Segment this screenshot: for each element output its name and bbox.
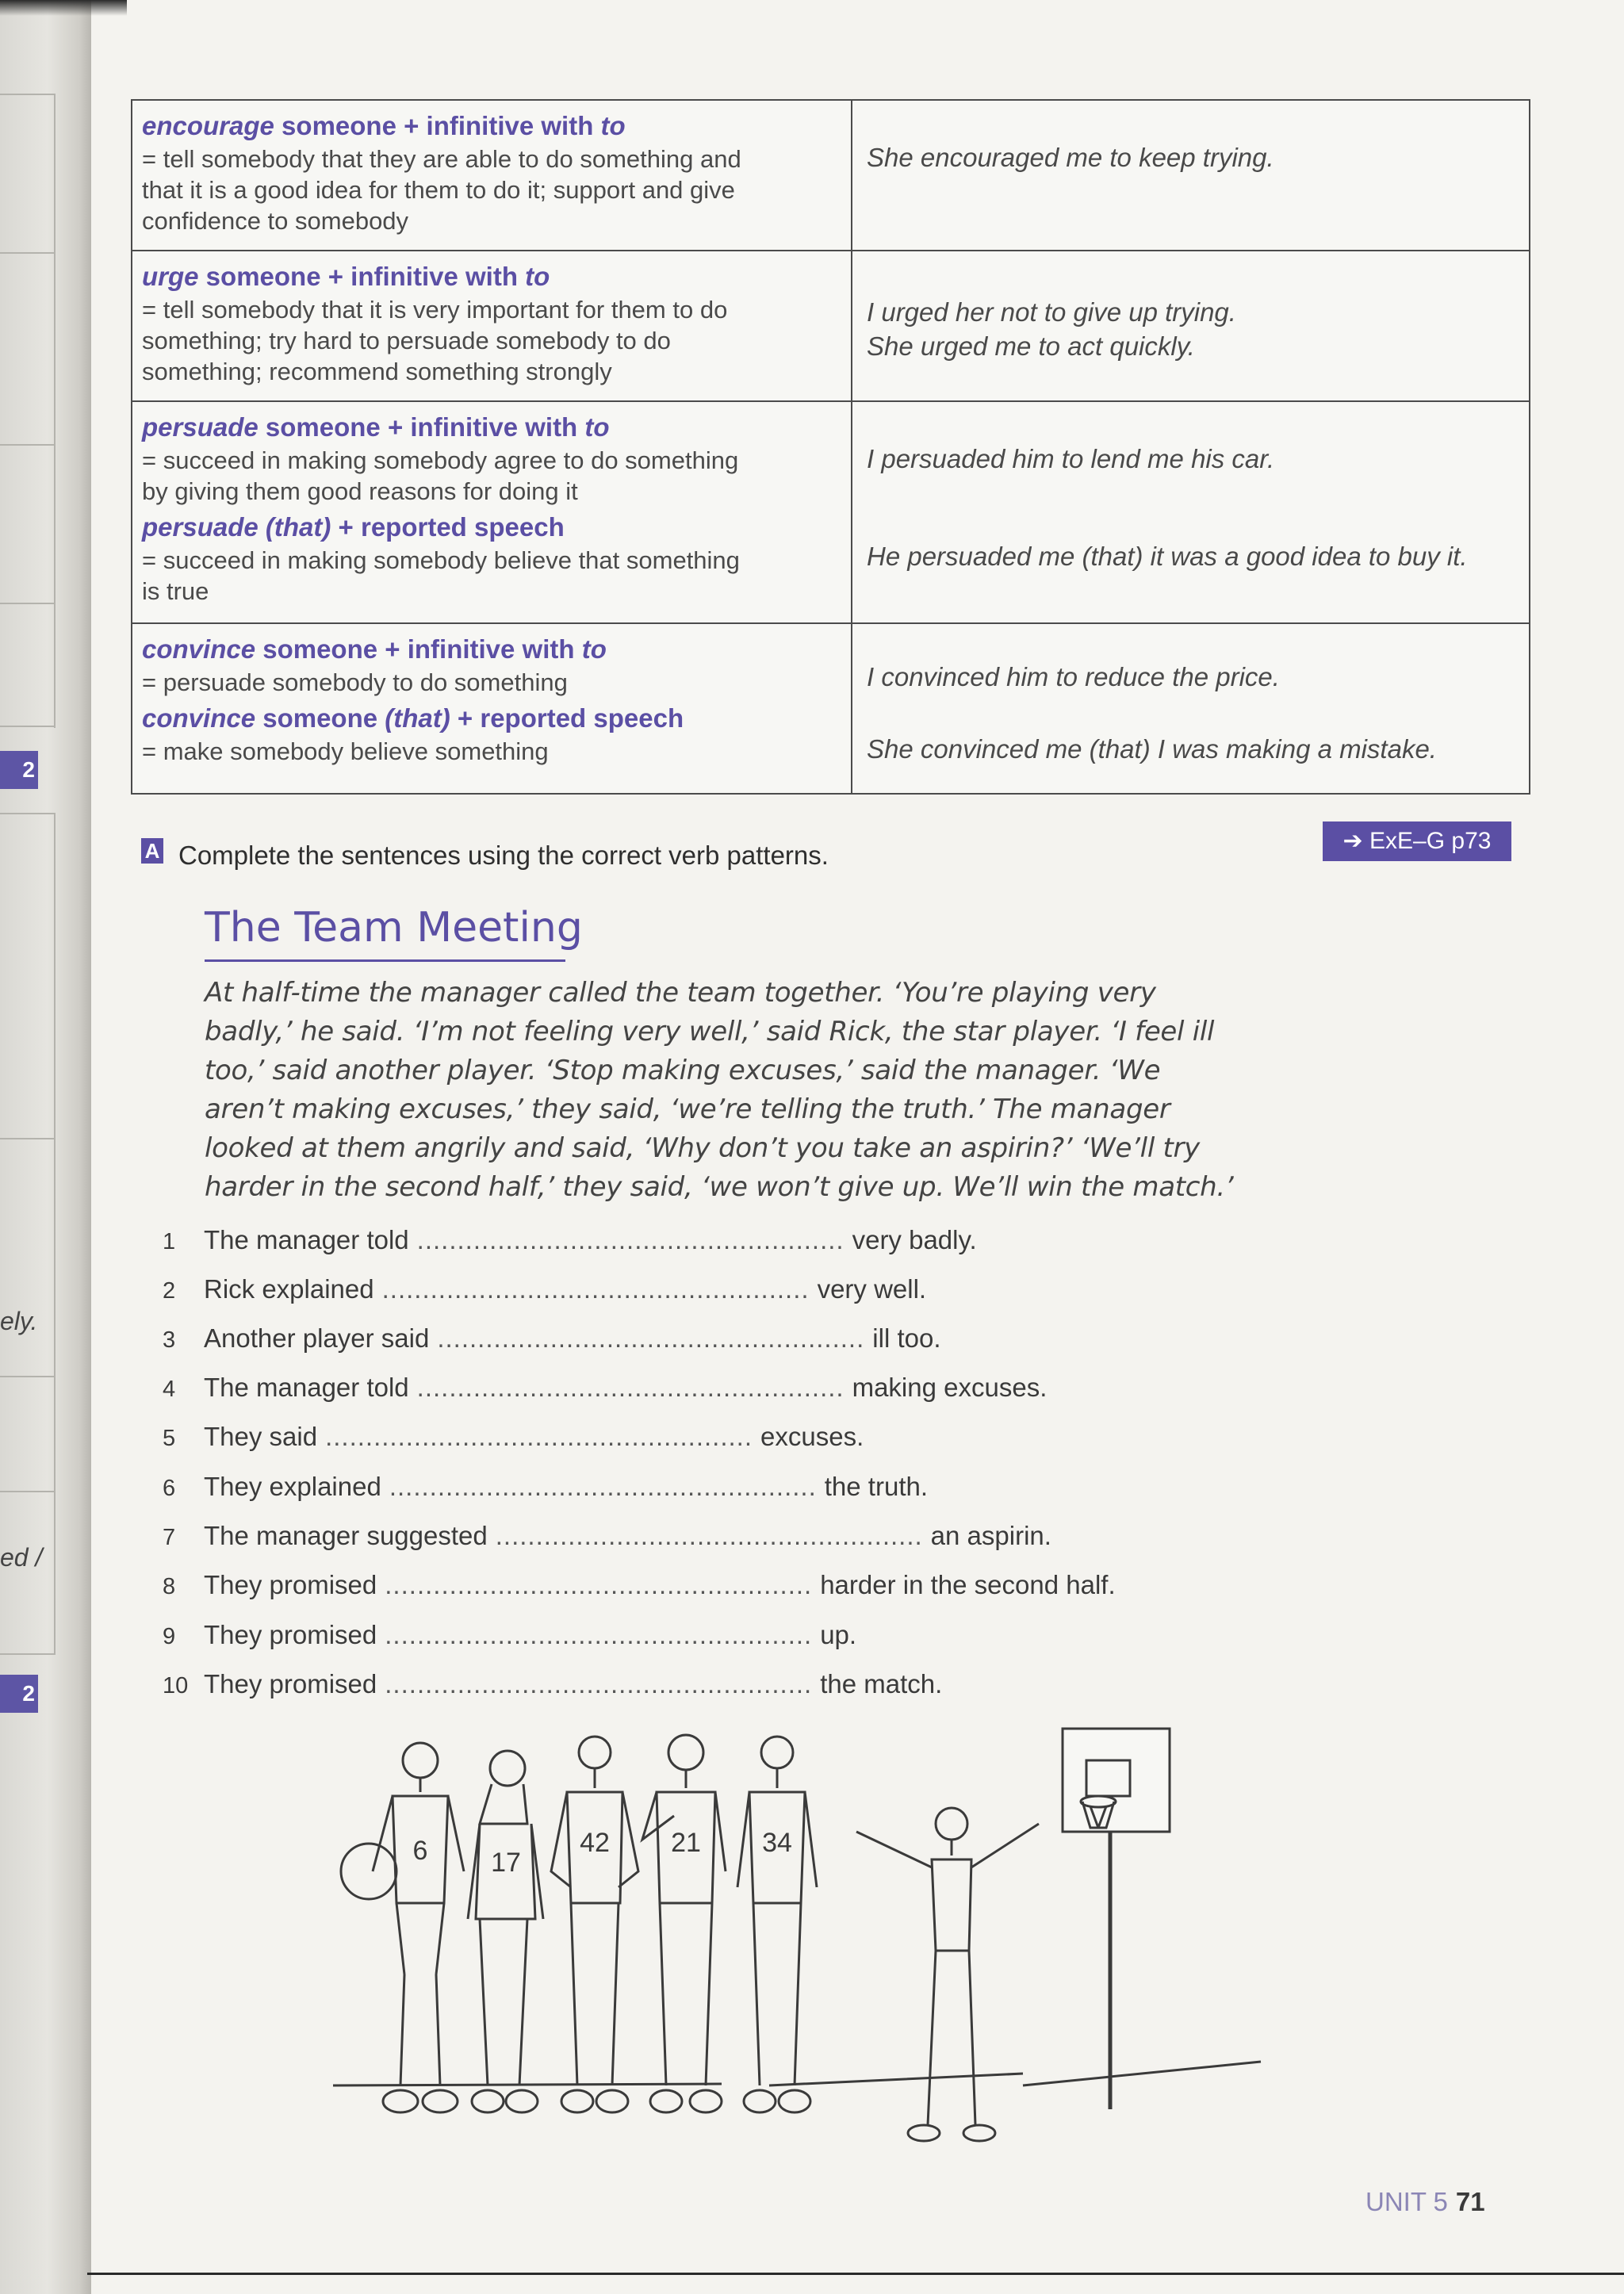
gutter-rule [0,603,56,604]
example-sentence: She convinced me (that) I was making a mistake. [867,734,1437,764]
pattern-tail: + reported speech [450,703,684,733]
pattern-to: to [584,412,610,442]
question-item [163,1274,926,1304]
story-line: looked at them angrily and said, ‘Why don’t you take an aspirin?’ ‘We’ll try [205,1132,1201,1164]
verb-pattern [142,109,840,144]
story-line: At half-time the manager called the team together. ‘You’re playing very [205,977,1156,1009]
example-cell [852,251,1530,401]
table-row [132,251,1530,401]
question-item [163,1373,1047,1403]
exercise-label: A [141,838,163,864]
example-sentence: She encouraged me to keep trying. [867,143,1274,172]
question-number: 1 [163,1229,176,1254]
pattern-to: (that) [385,703,450,733]
definition-line: = succeed in making somebody agree to do something [142,446,739,474]
question-start: They promised [204,1570,377,1599]
question-item [163,1669,942,1699]
definition-line: by giving them good reasons for doing it [142,477,578,505]
table-row [132,401,1530,623]
definition-line: = tell somebody that it is very important for them to do [142,296,728,324]
answer-blank[interactable]: ..................................................... [385,1570,813,1599]
verb: convince [142,634,256,664]
example-cell [852,623,1530,794]
jersey-number: 6 [412,1836,428,1866]
definition-line: = succeed in making somebody believe that something [142,546,740,574]
pattern-cell [132,251,852,401]
player-figure [551,1737,638,2112]
gutter-rule [0,94,56,95]
question-start: The manager told [204,1373,409,1402]
answer-blank[interactable]: ..................................................... [389,1472,817,1501]
grammar-table [131,99,1530,795]
player-figure [642,1735,726,2112]
verb: persuade [142,412,259,442]
verb-pattern [142,410,840,445]
player-figure [737,1737,817,2112]
definition-line: something; try hard to persuade somebody to do [142,327,671,354]
definition-line: = persuade somebody to do something [142,668,568,696]
player-figure [341,1743,464,2112]
answer-blank[interactable]: ..................................................... [437,1323,865,1353]
pattern-cell [132,623,852,794]
gutter-rule [0,1653,56,1655]
pattern-cell [132,401,852,623]
gutter-tab: 2 [0,1675,38,1713]
pattern-tail: + reported speech [331,512,565,542]
answer-blank[interactable]: ..................................................... [325,1422,753,1451]
gutter-rule [0,813,56,814]
unit-label: UNIT 5 [1365,2187,1448,2216]
definition-line: = tell somebody that they are able to do something and [142,145,741,173]
definition-line: is true [142,577,209,605]
gutter-rule [0,1376,56,1377]
jersey-number: 17 [491,1848,521,1878]
question-start: Another player said [204,1323,430,1353]
story-line: aren’t making excuses,’ they said, ‘we’re telling the truth.’ The manager [205,1093,1170,1125]
question-item [163,1521,1051,1551]
question-item [163,1570,1116,1600]
question-number: 9 [163,1624,176,1649]
example-cell [852,100,1530,251]
verb: urge [142,262,199,291]
story-line: too,’ said another player. ‘Stop making excuses,’ said the manager. ‘We [205,1055,1161,1086]
question-number: 10 [163,1673,189,1698]
page-number: 71 [1455,2187,1485,2216]
question-start: They promised [204,1669,377,1698]
question-start: They promised [204,1620,377,1649]
pattern-text [259,512,266,542]
story-title: The Team Meeting [205,904,583,952]
title-underline [205,959,565,962]
question-item [163,1225,977,1255]
page-gutter [0,0,91,2294]
basketball-team-illustration [325,1713,1277,2165]
gutter-rule [0,1491,56,1492]
gutter-rule [54,94,56,728]
question-end: the match. [820,1669,943,1698]
answer-blank[interactable]: ..................................................... [381,1274,810,1304]
question-number: 8 [163,1574,176,1599]
example-sentence: I convinced him to reduce the price. [867,662,1280,691]
question-item [163,1472,928,1502]
verb-pattern [142,259,840,294]
example-cell [852,401,1530,623]
definition-line: = make somebody believe something [142,737,549,765]
question-item [163,1422,864,1452]
question-number: 5 [163,1426,176,1451]
example-sentence: I urged her not to give up trying. [867,297,1236,327]
jersey-number: 21 [671,1828,701,1858]
question-end: harder in the second half. [820,1570,1116,1599]
answer-blank[interactable]: ..................................................... [416,1225,845,1254]
gutter-rule [0,252,56,254]
pattern-to: (that) [265,512,331,542]
example-sentence: I persuaded him to lend me his car. [867,444,1275,473]
verb: convince [142,703,256,733]
definition-line: that it is a good idea for them to do it; support and give [142,176,735,204]
pattern-text: someone + infinitive with [255,634,582,664]
pattern-text: someone + infinitive with [258,412,585,442]
question-item [163,1323,941,1354]
gutter-text: ely. [0,1307,38,1335]
answer-blank[interactable]: ..................................................... [416,1373,845,1402]
story-line: harder in the second half,’ they said, ‘we won’t give up. We’ll win the match.’ [205,1171,1234,1203]
pattern-to: to [525,262,550,291]
pattern-to: to [581,634,607,664]
gutter-tab: 2 [0,751,38,789]
pattern-text: someone [255,703,385,733]
definition-line: something; recommend something strongly [142,358,612,385]
question-end: making excuses. [852,1373,1048,1402]
definition-line: confidence to somebody [142,207,409,235]
jersey-number: 34 [762,1828,792,1858]
table-row [132,623,1530,794]
page-footer [1365,2187,1485,2217]
verb-pattern [142,510,840,545]
question-item [163,1620,856,1650]
table-row [132,100,1530,251]
question-end: up. [820,1620,857,1649]
verb-pattern [142,701,840,736]
question-end: very well. [817,1274,927,1304]
question-start: The manager told [204,1225,409,1254]
example-sentence: She urged me to act quickly. [867,331,1195,361]
question-start: They explained [204,1472,381,1501]
gutter-text: ed / [0,1543,43,1572]
exercise-instruction: Complete the sentences using the correct verb patterns. [178,841,829,870]
gutter-rule [0,444,56,446]
verb: persuade [142,512,259,542]
question-end: very badly. [852,1225,977,1254]
pattern-text: someone + infinitive with [274,111,601,140]
verb: encourage [142,111,274,140]
answer-blank[interactable]: ..................................................... [385,1669,813,1698]
gutter-rule [0,1138,56,1139]
answer-blank[interactable]: ..................................................... [385,1620,813,1649]
question-start: Rick explained [204,1274,374,1304]
question-start: They said [204,1422,318,1451]
cross-reference-link[interactable]: ➔ ExE–G p73 [1323,821,1511,861]
verb-pattern [142,632,840,667]
question-end: ill too. [872,1323,941,1353]
pattern-text: someone + infinitive with [198,262,526,291]
pattern-cell [132,100,852,251]
jersey-number: 42 [580,1828,610,1858]
pattern-to: to [600,111,626,140]
question-end: excuses. [760,1422,864,1451]
question-end: an aspirin. [930,1521,1051,1550]
story-line: badly,’ he said. ‘I’m not feeling very well,’ said Rick, the star player. ‘I feel ill [205,1016,1215,1047]
story-text [205,974,1235,1207]
question-number: 7 [163,1525,176,1550]
gutter-rule [0,726,56,727]
question-number: 3 [163,1327,176,1353]
answer-blank[interactable]: ..................................................... [495,1521,923,1550]
question-number: 4 [163,1377,176,1402]
question-number: 2 [163,1278,176,1304]
binding-shadow [0,0,127,16]
player-figure [468,1751,543,2112]
question-number: 6 [163,1476,176,1501]
question-start: The manager suggested [204,1521,488,1550]
manager-figure [856,1808,1039,2141]
page-edge [87,2273,1624,2275]
gutter-rule [54,813,56,1653]
example-sentence: He persuaded me (that) it was a good idea to buy it. [867,542,1468,571]
question-end: the truth. [824,1472,929,1501]
